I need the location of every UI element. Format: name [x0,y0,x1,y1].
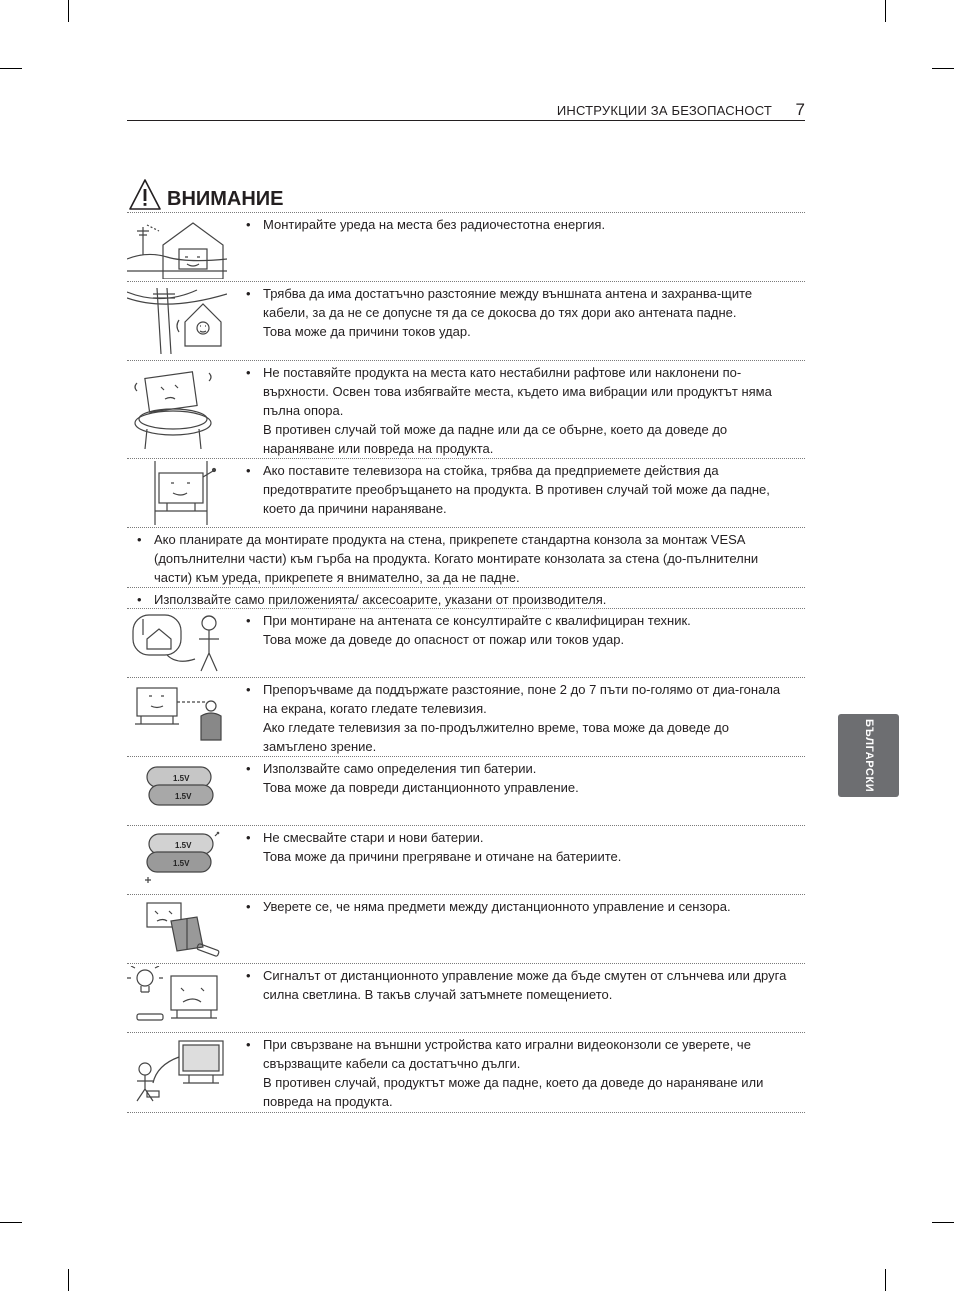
item-text: • Трябва да има достатъчно разстояние между външната антена и захранва-щите кабели, за да не се допусне тя да се докосва до тях дори ако антената падне. [263,286,753,320]
item-note: В противен случай той може да падне или да се обърне, което да доведе до нараняване или повреда на продукта. [263,422,728,456]
warning-triangle-icon [128,178,162,212]
caution-title: ВНИМАНИЕ [167,188,284,210]
language-label: БЪЛГАРСКИ [863,718,875,793]
section-title: ИНСТРУКЦИИ ЗА БЕЗОПАСНОСТ [556,103,772,118]
antenna-house-illustration [127,215,227,279]
item-text: • При монтиране на антената се консултирайте с квалифициран техник. [263,613,691,628]
item-text: • Не поставяйте продукта на места като нестабилни рафтове или наклонени по-върхности. Освен това избягвайте места, където има вибрации или продуктът няма пълна опора. [263,365,772,418]
battery-label: 1.5V [175,792,192,801]
unstable-shelf-illustration [127,363,227,455]
list-item [127,587,805,608]
crop-mark [885,0,886,22]
crop-mark [68,0,69,22]
crop-mark [0,1222,22,1223]
sunlight-interference-illustration [127,966,227,1030]
battery-label: 1.5V [175,841,192,850]
item-note: Ако гледате телевизия за по-продължително време, това може да доведе до замъглено зрение. [263,720,729,754]
list-item [127,825,805,894]
antenna-power-line-illustration [127,284,227,358]
item-text: • Сигналът от дистанционното управление може да бъде смутен от слънчева или друга силна светлина. В такъв случай затъмнете помещението. [263,968,787,1002]
item-note: Това може да причини токов удар. [263,324,471,339]
item-note: Това може да повреди дистанционното управление. [263,780,579,795]
game-console-cable-illustration [127,1035,227,1109]
list-item [127,608,805,677]
remote-obstacle-illustration [127,897,227,961]
item-text: • Ако поставите телевизора на стойка, трябва да предприемете действия да предотвратите преобръщането на продукта. В противен случай той може да падне, което да причини нараняване. [263,463,770,516]
mixed-batteries-illustration [127,828,227,892]
item-text: • Не смесвайте стари и нови батерии. [263,830,484,845]
list-item [127,677,805,756]
list-item [127,527,805,587]
list-item [127,1032,805,1113]
battery-label: 1.5V [173,774,190,783]
list-item [127,212,805,281]
list-item [127,360,805,458]
technician-illustration [127,611,227,675]
crop-mark [0,68,22,69]
viewing-distance-illustration [127,680,227,754]
item-text: • Използвайте само определения тип батерии. [263,761,537,776]
caution-heading [128,176,284,212]
item-text: • Използвайте само приложенията/ аксесоарите, указани от производителя. [154,592,607,607]
tv-stand-anchor-illustration [127,461,227,525]
item-note: В противен случай, продуктът може да падне, което да доведе до нараняване или повреда на продукта. [263,1075,764,1109]
item-note: Това може да причини прегряване и отичане на батериите. [263,849,622,864]
battery-label: 1.5V [173,859,190,868]
page-header [127,100,805,121]
battery-illustration [127,759,227,823]
list-item [127,281,805,360]
crop-mark [932,1222,954,1223]
list-item [127,458,805,527]
item-text: • Препоръчваме да поддържате разстояние, поне 2 до 7 пъти по-голямо от диа-гонала на екрана, когато гледате телевизия. [263,682,781,716]
item-text: • Монтирайте уреда на места без радиочестотна енергия. [263,217,606,232]
list-item [127,894,805,963]
list-item [127,963,805,1032]
crop-mark [68,1269,69,1291]
item-text: • Ако планирате да монтирате продукта на стена, прикрепете стандартна конзола за монтаж VESA (допълнителни части) към гърба на продукта. Когато монтирате конзолата за стена (до-пълнителни части) към уреда, прикрепете я внимателно, за да не падне. [154,532,759,585]
page-number: 7 [795,100,805,119]
item-text: • При свързване на външни устройства като игрални видеоконзоли се уверете, че свързващите кабели са достатъчно дълги. [263,1037,751,1071]
caution-list [127,212,805,1113]
language-side-tab [838,714,899,797]
crop-mark [885,1269,886,1291]
item-note: Това може да доведе до опасност от пожар или токов удар. [263,632,625,647]
item-text: • Уверете се, че няма предмети между дистанционното управление и сензора. [263,899,731,914]
crop-mark [932,68,954,69]
list-item [127,756,805,825]
